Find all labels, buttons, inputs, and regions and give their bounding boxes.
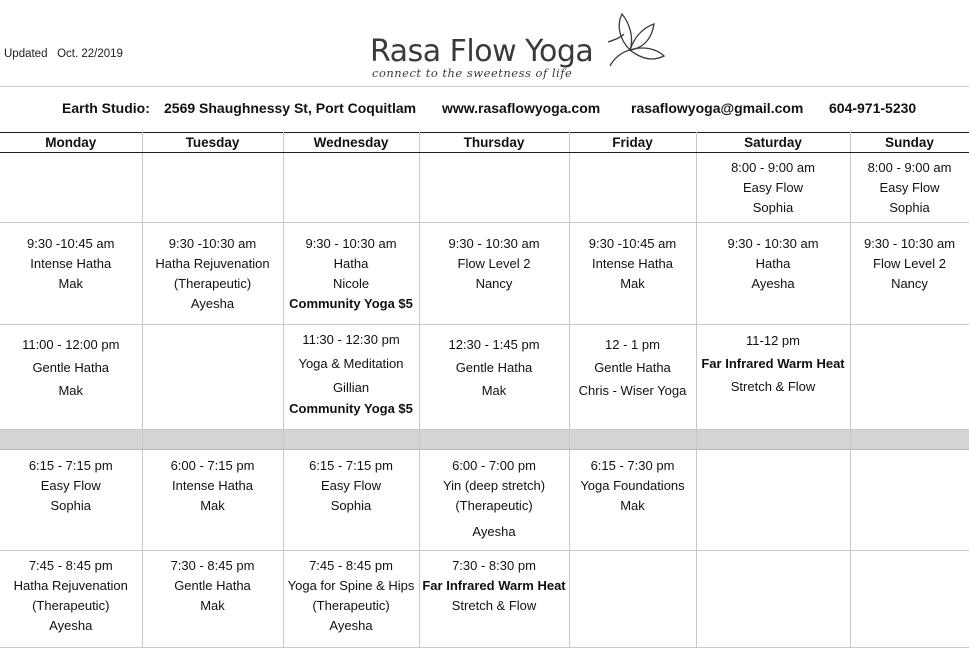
class-cell-empty — [0, 153, 142, 223]
class-cell — [850, 223, 969, 325]
class-cell — [419, 223, 569, 325]
updated-date: Updated Oct. 22/2019 — [4, 48, 123, 60]
class-instructor: Sophia — [752, 200, 794, 215]
class-instructor: Mak — [58, 276, 84, 291]
class-instructor: Nicole — [332, 276, 370, 291]
class-time: 6:00 - 7:00 pm — [452, 458, 536, 473]
schedule-row-morning — [0, 223, 969, 325]
class-name: Intense Hatha — [592, 256, 673, 271]
class-cell — [0, 450, 142, 551]
class-time: 11:30 - 12:30 pm — [302, 332, 400, 347]
class-instructor: Nancy — [475, 276, 513, 291]
schedule-row-early-morning — [0, 153, 969, 223]
class-cell — [850, 153, 969, 223]
class-name: Yoga for Spine & Hips — [287, 578, 415, 593]
class-note: (Therapeutic) — [173, 276, 252, 291]
class-name: Easy Flow — [743, 180, 803, 195]
class-time: 6:00 - 7:15 pm — [170, 458, 255, 473]
class-instructor: Ayesha — [472, 524, 516, 539]
class-cell — [142, 450, 283, 551]
header-divider — [0, 86, 969, 87]
class-instructor: Mak — [58, 383, 84, 398]
separator-cell — [0, 430, 142, 450]
class-name: Far Infrared Warm Heat — [422, 578, 566, 593]
class-time: 9:30 -10:45 am — [588, 236, 677, 251]
day-header: Wednesday — [283, 133, 419, 153]
class-time: 6:15 - 7:30 pm — [590, 458, 675, 473]
class-cell-empty — [142, 153, 283, 223]
class-instructor: Mak — [620, 498, 645, 513]
class-time: 11-12 pm — [746, 333, 800, 348]
class-time: 7:30 - 8:30 pm — [452, 558, 536, 573]
class-instructor: Sophia — [889, 200, 930, 215]
logo-title: Rasa Flow Yoga — [370, 34, 594, 69]
schedule-separator-row — [0, 430, 969, 450]
class-time: 9:30 - 10:30 am — [863, 236, 956, 251]
class-time: 6:15 - 7:15 pm — [28, 458, 113, 473]
class-instructor: Mak — [481, 383, 507, 398]
schedule-row-early-evening — [0, 450, 969, 551]
class-time: 12:30 - 1:45 pm — [448, 337, 540, 352]
class-name: Easy Flow — [40, 478, 101, 493]
class-time: 9:30 - 10:30 am — [305, 236, 397, 251]
class-time: 7:45 - 8:45 pm — [28, 558, 113, 573]
class-time: 7:30 - 8:45 pm — [170, 558, 255, 573]
class-cell-empty — [142, 325, 283, 430]
class-time: 6:15 - 7:15 pm — [309, 458, 393, 473]
class-cell — [569, 223, 696, 325]
class-name: Easy Flow — [879, 180, 940, 195]
class-cell — [696, 223, 850, 325]
phone-number: 604-971-5230 — [829, 100, 917, 116]
class-instructor: Ayesha — [751, 276, 795, 291]
class-time: 9:30 -10:45 am — [27, 236, 115, 251]
class-name: Yin (deep stretch) — [442, 478, 546, 493]
class-cell-empty — [696, 450, 850, 551]
class-cell-empty — [850, 325, 969, 430]
class-name: Hatha Rejuvenation — [13, 578, 128, 593]
class-name: Intense Hatha — [172, 478, 253, 493]
class-cell-empty — [569, 153, 696, 223]
studio-name: Earth Studio: — [62, 100, 150, 116]
day-header: Monday — [0, 133, 142, 153]
class-cell — [283, 450, 419, 551]
community-yoga-label: Community Yoga $5 — [289, 401, 413, 416]
class-cell — [696, 153, 850, 223]
day-header: Friday — [569, 133, 696, 153]
separator-cell — [569, 430, 696, 450]
class-subtitle: Stretch & Flow — [730, 379, 816, 394]
class-cell — [696, 325, 850, 430]
class-name: Hatha — [755, 256, 791, 271]
class-time: 9:30 - 10:30 am — [727, 236, 819, 251]
class-note: (Therapeutic) — [32, 598, 110, 613]
class-instructor: Sophia — [330, 498, 372, 513]
rasa-flow-yoga-logo — [370, 10, 660, 82]
class-instructor: Mak — [200, 598, 225, 613]
lotus-flower-icon — [590, 10, 670, 70]
class-instructor: Mak — [200, 498, 225, 513]
class-name: Gentle Hatha — [174, 578, 251, 593]
website-link[interactable]: www.rasaflowyoga.com — [442, 100, 601, 116]
class-note: (Therapeutic) — [455, 498, 533, 513]
class-instructor: Mak — [620, 276, 645, 291]
class-cell — [0, 223, 142, 325]
separator-cell — [142, 430, 283, 450]
day-header: Saturday — [696, 133, 850, 153]
class-cell-empty — [283, 153, 419, 223]
class-name: Yoga & Meditation — [298, 356, 404, 371]
class-cell — [419, 325, 569, 430]
class-name: Easy Flow — [321, 478, 381, 493]
class-time: 9:30 -10:30 am — [168, 236, 257, 251]
day-header: Sunday — [850, 133, 969, 153]
class-cell-empty — [419, 153, 569, 223]
class-name: Flow Level 2 — [873, 256, 946, 271]
class-cell — [283, 325, 419, 430]
logo-tagline: connect to the sweetness of life — [372, 66, 573, 80]
class-subtitle: Stretch & Flow — [451, 598, 537, 613]
studio-address: 2569 Shaughnessy St, Port Coquitlam — [164, 100, 417, 116]
class-cell — [283, 223, 419, 325]
class-cell — [142, 223, 283, 325]
class-note: (Therapeutic) — [312, 598, 390, 613]
separator-cell — [283, 430, 419, 450]
day-header: Thursday — [419, 133, 569, 153]
separator-cell — [696, 430, 850, 450]
class-schedule-table — [0, 132, 969, 648]
day-header: Tuesday — [142, 133, 283, 153]
class-cell-empty — [850, 450, 969, 551]
class-instructor: Chris - Wiser Yoga — [578, 383, 687, 398]
class-name: Gentle Hatha — [455, 360, 533, 375]
day-header-row — [0, 133, 969, 153]
class-name: Far Infrared Warm Heat — [701, 356, 845, 371]
class-name: Intense Hatha — [30, 256, 112, 271]
class-instructor: Nancy — [891, 276, 928, 291]
class-instructor: Ayesha — [329, 618, 373, 633]
class-cell — [0, 325, 142, 430]
class-name: Yoga Foundations — [580, 478, 685, 493]
class-name: Gentle Hatha — [594, 360, 671, 375]
class-name: Hatha — [333, 256, 369, 271]
email-link[interactable]: rasaflowyoga@gmail.com — [631, 100, 804, 116]
class-time: 7:45 - 8:45 pm — [309, 558, 393, 573]
class-name: Hatha Rejuvenation — [155, 256, 270, 271]
class-instructor: Sophia — [50, 498, 91, 513]
class-time: 12 - 1 pm — [605, 337, 660, 352]
class-name: Gentle Hatha — [32, 360, 110, 375]
class-instructor: Ayesha — [190, 296, 235, 311]
class-instructor: Ayesha — [49, 618, 93, 633]
class-cell — [569, 450, 696, 551]
separator-cell — [419, 430, 569, 450]
studio-info-bar — [0, 100, 969, 120]
class-time: 9:30 - 10:30 am — [448, 236, 540, 251]
class-cell — [569, 325, 696, 430]
class-cell — [419, 450, 569, 551]
class-time: 8:00 - 9:00 am — [867, 160, 952, 175]
community-yoga-label: Community Yoga $5 — [289, 296, 413, 311]
class-time: 11:00 - 12:00 pm — [22, 337, 120, 352]
separator-cell — [850, 430, 969, 450]
class-name: Flow Level 2 — [457, 256, 531, 271]
class-instructor: Gillian — [332, 380, 370, 395]
class-time: 8:00 - 9:00 am — [731, 160, 815, 175]
schedule-row-midday — [0, 325, 969, 430]
